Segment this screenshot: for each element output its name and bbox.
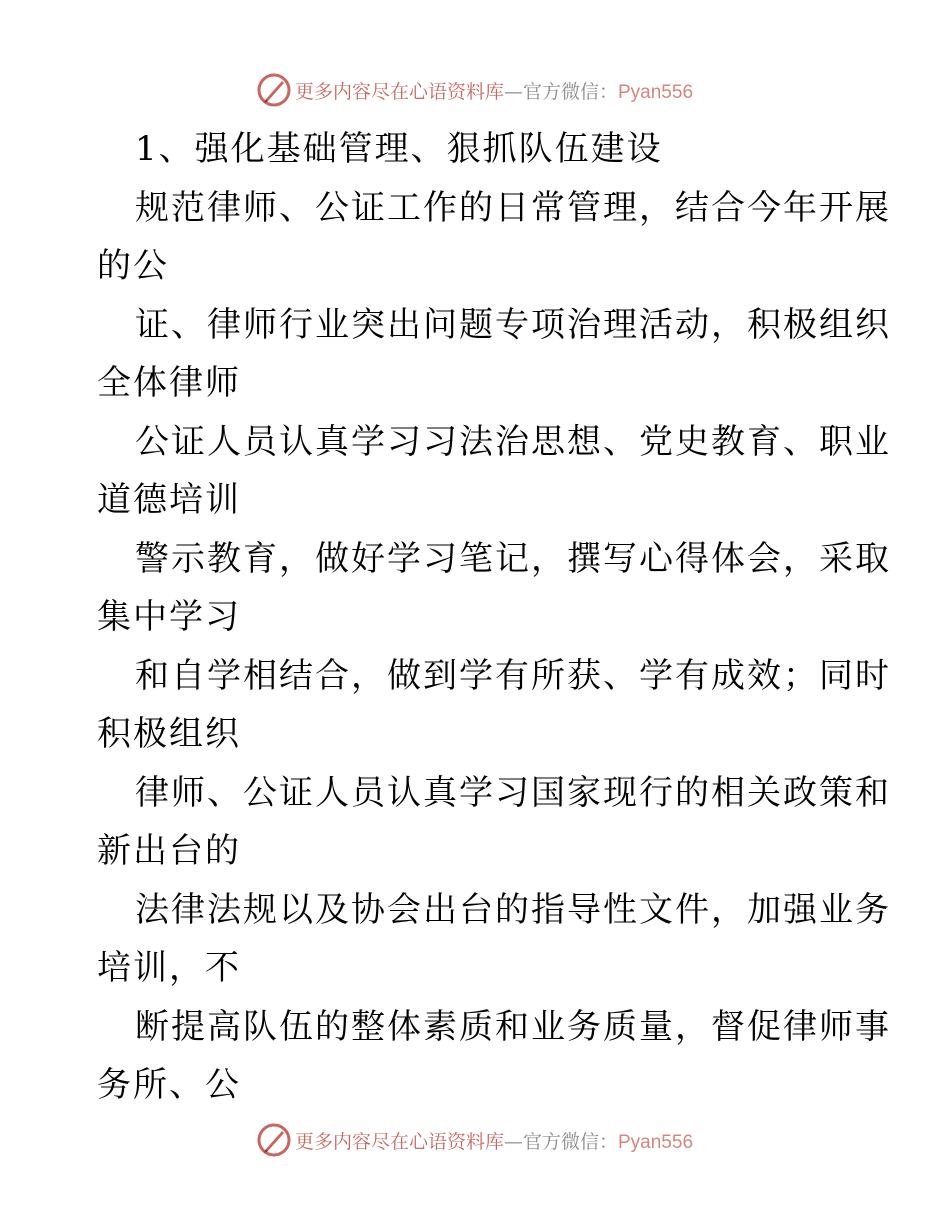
- text-line: 法律法规以及协会出台的指导性文件，加强业务: [135, 889, 891, 930]
- text-line: 律师、公证人员认真学习国家现行的相关政策和: [135, 772, 891, 813]
- text-line: 新出台的: [97, 831, 241, 871]
- text-line: 全体律师: [97, 363, 241, 403]
- watermark-wechat-label: 官方微信：: [522, 1130, 618, 1153]
- text-line: 积极组织: [97, 714, 241, 754]
- text-line: 规范律师、公证工作的日常管理，结合今年开展: [135, 187, 891, 228]
- watermark-separator: —: [503, 80, 523, 103]
- quill-pen-logo-icon: [257, 1123, 291, 1157]
- quill-pen-logo-icon: [257, 73, 291, 107]
- watermark-text: [295, 77, 693, 104]
- watermark-wechat-label: 官方微信：: [522, 80, 618, 103]
- text-line: 集中学习: [97, 597, 241, 637]
- footer-watermark: [0, 1120, 950, 1160]
- text-line: 培训，不: [97, 948, 241, 988]
- watermark-brand: 更多内容尽在心语资料库: [294, 1130, 504, 1153]
- text-line: 断提高队伍的整体素质和业务质量，督促律师事: [135, 1006, 891, 1047]
- watermark-text: [295, 1127, 693, 1154]
- header-watermark: [0, 70, 950, 110]
- watermark-wechat-id: Pyan556: [618, 1131, 694, 1153]
- watermark-brand: 更多内容尽在心语资料库: [294, 80, 504, 103]
- text-line: 道德培训: [97, 480, 241, 520]
- text-line: 1、强化基础管理、狠抓队伍建设: [135, 129, 663, 169]
- text-line: 和自学相结合，做到学有所获、学有成效；同时: [135, 655, 891, 696]
- text-line: 警示教育，做好学习笔记，撰写心得体会，采取: [135, 538, 891, 579]
- watermark-separator: —: [503, 1130, 523, 1153]
- text-line: 证、律师行业突出问题专项治理活动，积极组织: [135, 304, 891, 345]
- text-line: 公证人员认真学习习法治思想、党史教育、职业: [135, 421, 891, 462]
- watermark-wechat-id: Pyan556: [618, 81, 694, 103]
- document-body: [97, 120, 891, 1115]
- text-line: 的公: [97, 246, 169, 286]
- text-line: 务所、公: [97, 1065, 241, 1105]
